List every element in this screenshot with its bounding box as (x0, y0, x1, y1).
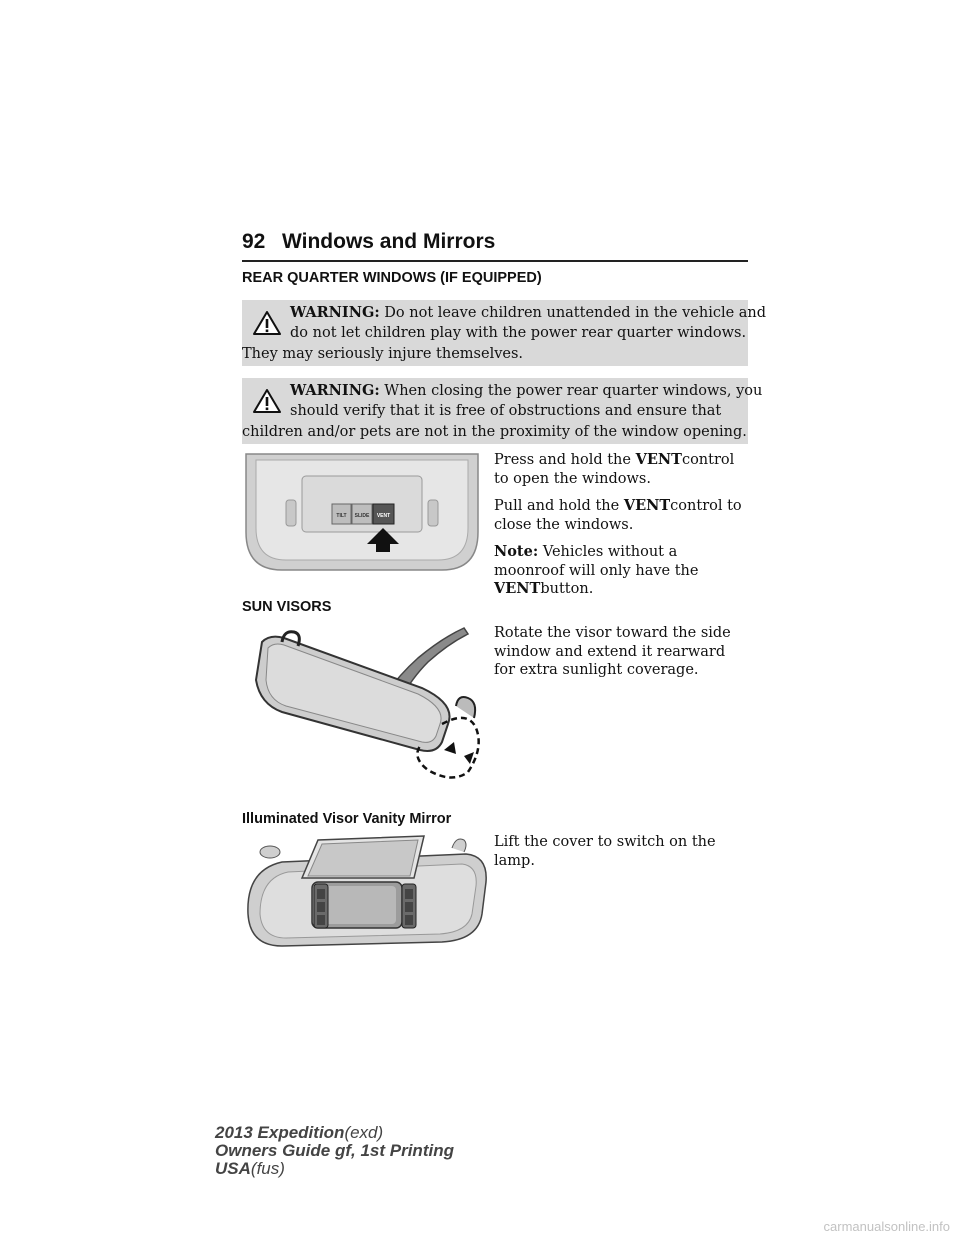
warning-triangle-icon (252, 310, 282, 336)
tilt-button-label: TILT (336, 513, 347, 519)
warning-triangle-icon (252, 388, 282, 414)
footer-line-3: USA(fus) (215, 1159, 285, 1178)
vanity-mirror-text (494, 833, 750, 879)
footer-line-1: 2013 Expedition(exd) (215, 1123, 384, 1142)
warning-box-1 (242, 300, 767, 366)
header-rule (242, 260, 748, 262)
sun-visor-figure (242, 624, 482, 784)
paragraph: Pull and hold the VENTcontrol to close the windows. (494, 497, 742, 533)
slide-button-label: SLIDE (354, 513, 370, 519)
warning-box-2 (242, 378, 763, 444)
overhead-console-figure (242, 452, 482, 577)
paragraph: Rotate the visor toward the side window and extend it rearward for extra sunlight coverage. (494, 625, 731, 678)
page-number: 92 (242, 230, 266, 253)
warning-text: When closing the power rear quarter windows, you (384, 383, 763, 399)
section-title-rear-quarter-windows: REAR QUARTER WINDOWS (IF EQUIPPED) (242, 270, 542, 286)
rear-quarter-text (494, 451, 750, 608)
warning-text: children and/or pets are not in the proximity of the window opening. (242, 424, 747, 440)
warning-text: Do not leave children unattended in the vehicle and (384, 305, 767, 321)
watermark: carmanualsonline.info (823, 1219, 950, 1234)
sun-visor-text (494, 624, 750, 689)
footer-line-2: Owners Guide gf, 1st Printing (215, 1141, 454, 1160)
paragraph: Press and hold the VENTcontrol to open the windows. (494, 451, 735, 487)
vent-button-label: VENT (376, 513, 391, 519)
section-title-sun-visors: SUN VISORS (242, 599, 332, 615)
vanity-mirror-figure (242, 834, 488, 950)
chapter-title: Windows and Mirrors (282, 230, 496, 253)
rotate-arrow-icon (444, 742, 456, 754)
warning-text: They may seriously injure themselves. (242, 346, 524, 362)
warning-text: should verify that it is free of obstructions and ensure that (290, 403, 722, 419)
warning-text: do not let children play with the power rear quarter windows. (290, 325, 747, 341)
section-title-vanity-mirror: Illuminated Visor Vanity Mirror (242, 811, 452, 827)
warning-label: WARNING: (290, 382, 380, 399)
warning-label: WARNING: (290, 304, 380, 321)
paragraph: Lift the cover to switch on the lamp. (494, 834, 716, 869)
note-paragraph: Note: Vehicles without a moonroof will only have the VENTbutton. (494, 543, 699, 597)
